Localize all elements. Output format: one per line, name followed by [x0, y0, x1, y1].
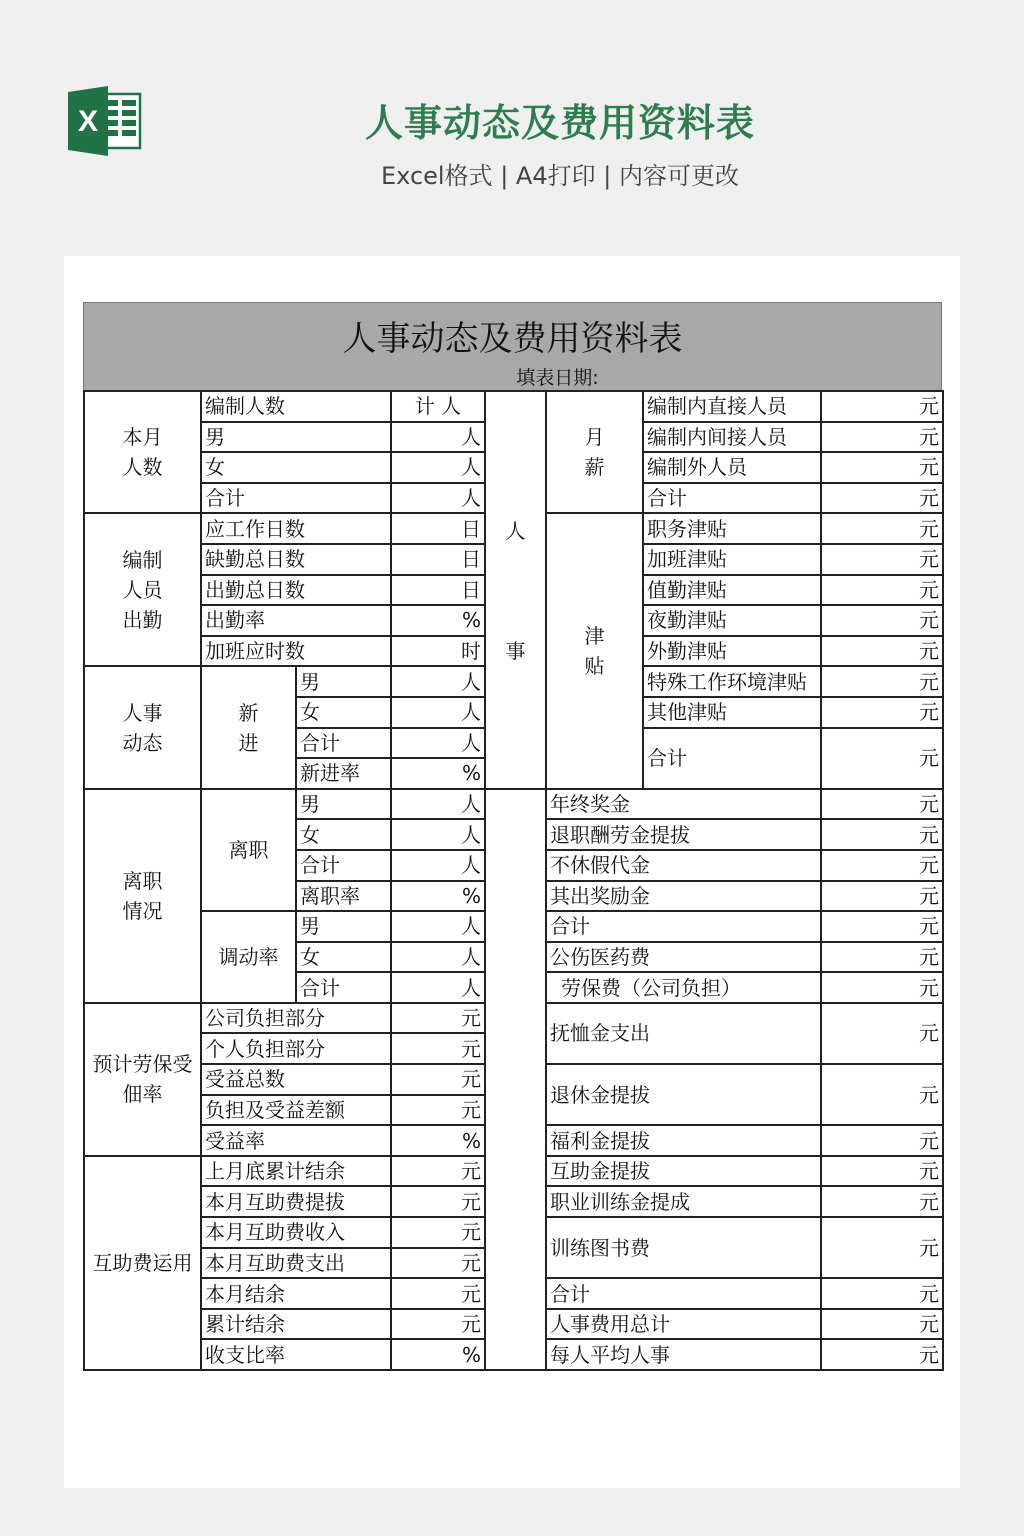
row-unit[interactable]: 元 [821, 575, 943, 606]
sheet-title: 人事动态及费用资料表 [342, 319, 683, 359]
hr-table [83, 390, 944, 1371]
row-label: 年终奖金 [546, 789, 821, 820]
row-unit[interactable]: 人 [391, 789, 485, 820]
row-label: 合计 [296, 728, 391, 759]
row-unit[interactable]: 人 [391, 942, 485, 973]
row-unit[interactable]: 元 [821, 697, 943, 728]
group-new-hire: 新 进 [201, 666, 296, 788]
row-unit[interactable]: 元 [821, 1278, 943, 1309]
row-label: 本月互助费收入 [201, 1217, 391, 1248]
row-label: 出勤率 [201, 605, 391, 636]
row-label: 受益总数 [201, 1064, 391, 1095]
row-label: 离职率 [296, 881, 391, 912]
row-label: 每人平均人事 [546, 1339, 821, 1370]
row-label: 男 [296, 789, 391, 820]
row-unit[interactable]: 元 [821, 911, 943, 942]
row-unit[interactable]: 元 [821, 1156, 943, 1187]
row-unit[interactable]: 元 [821, 452, 943, 483]
row-label: 加班应时数 [201, 636, 391, 667]
row-label: 出勤总日数 [201, 575, 391, 606]
row-label: 本月互助费提拔 [201, 1186, 391, 1217]
excel-logo-icon [68, 86, 142, 156]
row-unit[interactable]: 元 [821, 881, 943, 912]
row-label: 合计 [546, 911, 821, 942]
row-label: 加班津贴 [643, 544, 821, 575]
row-unit[interactable]: 日 [391, 544, 485, 575]
row-unit[interactable]: 元 [821, 483, 943, 514]
row-label: 本月结余 [201, 1278, 391, 1309]
row-label: 合计 [201, 483, 391, 514]
row-unit[interactable]: 元 [391, 1156, 485, 1187]
svg-text:X: X [77, 105, 99, 138]
group-personnel: 人 事 [485, 391, 546, 789]
row-label: 值勤津贴 [643, 575, 821, 606]
row-label: 本月互助费支出 [201, 1248, 391, 1279]
row-label: 男 [296, 666, 391, 697]
row-label: 劳保费（公司负担） [546, 972, 821, 1003]
row-unit[interactable]: 元 [821, 1003, 943, 1064]
row-label: 合计 [296, 850, 391, 881]
row-unit[interactable]: 人 [391, 911, 485, 942]
row-unit[interactable]: 元 [821, 666, 943, 697]
group-attendance: 编制 人员 出勤 [84, 513, 201, 666]
row-label: 公司负担部分 [201, 1003, 391, 1034]
row-label: 人事费用总计 [546, 1309, 821, 1340]
row-unit[interactable]: 元 [821, 605, 943, 636]
row-unit[interactable]: 人 [391, 666, 485, 697]
row-unit[interactable]: 元 [391, 1217, 485, 1248]
row-label: 合计 [296, 972, 391, 1003]
row-label: 编制内间接人员 [643, 422, 821, 453]
row-label: 夜勤津贴 [643, 605, 821, 636]
row-label: 新进率 [296, 758, 391, 789]
row-label: 女 [201, 452, 391, 483]
row-label: 男 [296, 911, 391, 942]
row-unit[interactable]: 元 [821, 850, 943, 881]
row-unit[interactable]: 日 [391, 575, 485, 606]
group-departure: 离职 情况 [84, 789, 201, 1003]
page-subtitle: Excel格式 | A4打印 | 内容可更改 [381, 162, 739, 190]
row-label: 女 [296, 942, 391, 973]
row-label: 受益率 [201, 1125, 391, 1156]
row-unit[interactable]: 元 [821, 1186, 943, 1217]
row-unit[interactable]: 元 [391, 1033, 485, 1064]
row-label: 累计结余 [201, 1309, 391, 1340]
row-unit[interactable]: 元 [821, 1339, 943, 1370]
row-unit[interactable]: % [391, 1339, 485, 1370]
row-label: 负担及受益差额 [201, 1095, 391, 1126]
row-unit[interactable]: 元 [821, 391, 943, 422]
row-unit[interactable]: 人 [391, 697, 485, 728]
row-label: 外勤津贴 [643, 636, 821, 667]
row-label: 职业训练金提成 [546, 1186, 821, 1217]
row-label: 特殊工作环境津贴 [643, 666, 821, 697]
group-transfer: 调动率 [201, 911, 296, 1003]
row-unit[interactable]: 元 [821, 728, 943, 789]
row-label: 应工作日数 [201, 513, 391, 544]
group-mutual-aid: 互助费运用 [84, 1156, 201, 1370]
row-unit[interactable]: 元 [821, 1309, 943, 1340]
row-unit[interactable]: 元 [391, 1309, 485, 1340]
row-label: 合计 [643, 483, 821, 514]
row-label: 编制外人员 [643, 452, 821, 483]
row-unit[interactable]: 元 [821, 1064, 943, 1125]
row-label: 职务津贴 [643, 513, 821, 544]
row-unit[interactable]: 元 [821, 819, 943, 850]
row-label: 合计 [546, 1278, 821, 1309]
row-label: 缺勤总日数 [201, 544, 391, 575]
row-unit[interactable]: % [391, 881, 485, 912]
row-label: 不休假代金 [546, 850, 821, 881]
row-label: 男 [201, 422, 391, 453]
row-label: 互助金提拔 [546, 1156, 821, 1187]
row-label: 女 [296, 697, 391, 728]
row-unit[interactable]: % [391, 1125, 485, 1156]
row-label: 个人负担部分 [201, 1033, 391, 1064]
row-unit[interactable]: 日 [391, 513, 485, 544]
row-unit[interactable]: 人 [391, 819, 485, 850]
group-resign: 离职 [201, 789, 296, 911]
row-unit[interactable]: 人 [391, 422, 485, 453]
row-unit[interactable]: 元 [821, 789, 943, 820]
row-unit[interactable]: 元 [391, 1248, 485, 1279]
row-unit[interactable]: % [391, 758, 485, 789]
spreadsheet [83, 302, 942, 1371]
row-unit[interactable]: 元 [391, 1095, 485, 1126]
row-label: 公伤医药费 [546, 942, 821, 973]
fill-date-label: 填表日期: [516, 367, 599, 389]
group-monthly-headcount: 本月 人数 [84, 391, 201, 513]
row-unit[interactable]: 元 [821, 636, 943, 667]
row-label: 退职酬劳金提拔 [546, 819, 821, 850]
row-unit[interactable]: 元 [391, 1064, 485, 1095]
row-unit[interactable]: 元 [391, 1003, 485, 1034]
row-label: 合计 [643, 728, 821, 789]
row-unit[interactable]: 元 [821, 942, 943, 973]
row-label: 其出奖励金 [546, 881, 821, 912]
row-unit[interactable]: 人 [391, 728, 485, 759]
row-unit[interactable]: % [391, 605, 485, 636]
row-unit[interactable]: 人 [391, 850, 485, 881]
row-unit[interactable]: 元 [821, 1125, 943, 1156]
group-insurance: 预计劳保受 佃率 [84, 1003, 201, 1156]
row-label: 抚恤金支出 [546, 1003, 821, 1064]
row-label: 上月底累计结余 [201, 1156, 391, 1187]
row-label: 编制人数 [201, 391, 391, 422]
row-label: 收支比率 [201, 1339, 391, 1370]
row-unit[interactable]: 时 [391, 636, 485, 667]
group-allowance: 津 贴 [546, 513, 643, 788]
group-dynamics: 人事 动态 [84, 666, 201, 788]
row-label: 其他津贴 [643, 697, 821, 728]
row-label: 退休金提拔 [546, 1064, 821, 1125]
row-unit[interactable]: 元 [821, 422, 943, 453]
group-salary: 月 薪 [546, 391, 643, 513]
row-unit[interactable]: 人 [391, 452, 485, 483]
row-unit[interactable]: 元 [821, 1217, 943, 1278]
row-unit[interactable]: 元 [821, 972, 943, 1003]
row-label: 训练图书费 [546, 1217, 821, 1278]
sheet-title-band [83, 302, 942, 390]
row-unit[interactable]: 人 [391, 483, 485, 514]
row-unit[interactable]: 元 [821, 513, 943, 544]
row-label: 女 [296, 819, 391, 850]
page-title: 人事动态及费用资料表 [364, 101, 755, 145]
row-unit[interactable]: 计 人 [391, 391, 485, 422]
row-label: 编制内直接人员 [643, 391, 821, 422]
row-unit[interactable]: 元 [391, 1278, 485, 1309]
blank-merged-cell [485, 789, 546, 1370]
row-unit[interactable]: 元 [391, 1186, 485, 1217]
row-unit[interactable]: 元 [821, 544, 943, 575]
row-label: 福利金提拔 [546, 1125, 821, 1156]
row-unit[interactable]: 人 [391, 972, 485, 1003]
